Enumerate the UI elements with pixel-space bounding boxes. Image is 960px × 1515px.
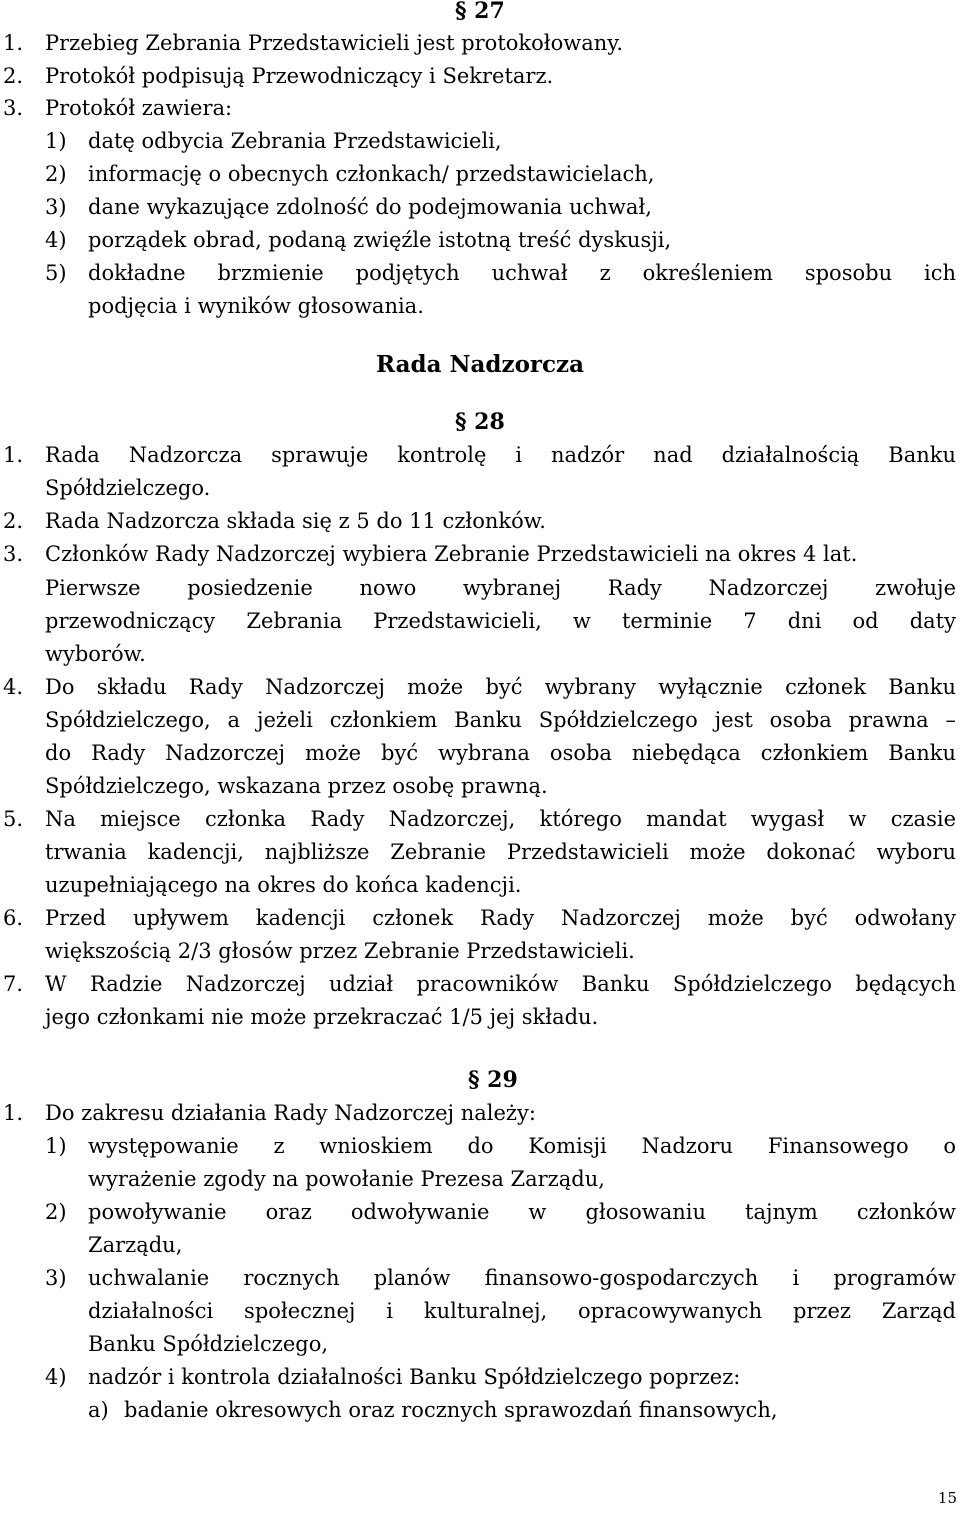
s29-sub-3-line-1: uchwalanie rocznych planów finansowo-gospodarczych i programów	[88, 1266, 956, 1290]
section-heading-rada-nadzorcza: Rada Nadzorcza	[375, 351, 585, 378]
s28-item-2-number: 2.	[3, 509, 24, 533]
s27-sub-1-text: datę odbycia Zebrania Przedstawicieli,	[88, 129, 502, 153]
s28-item-5-line-1: Na miejsce członka Rady Nadzorczej, którego mandat wygasł w czasie	[45, 807, 956, 831]
s27-sub-4-text: porządek obrad, podaną zwięźle istotną treść dyskusji,	[88, 228, 672, 252]
s28-item-4-line-1: Do składu Rady Nadzorczej może być wybrany wyłącznie członek Banku	[45, 675, 956, 699]
s27-item-1-text: Przebieg Zebrania Przedstawicieli jest protokołowany.	[45, 31, 623, 55]
s28-item-4-number: 4.	[3, 675, 24, 699]
s29-sub-4-text: nadzór i kontrola działalności Banku Spółdzielczego poprzez:	[88, 1365, 741, 1389]
s29-sub-3-number: 3)	[45, 1266, 67, 1290]
s28-item-3-line-2: Pierwsze posiedzenie nowo wybranej Rady Nadzorczej zwołuje	[45, 576, 956, 600]
s28-item-3-line-3: przewodniczący Zebrania Przedstawicieli, w terminie 7 dni od daty	[45, 609, 956, 633]
page-number: 15	[937, 1489, 957, 1507]
s27-sub-5-line-2: podjęcia i wyników głosowania.	[88, 294, 424, 318]
s29-sub-4-number: 4)	[45, 1365, 67, 1389]
section-27-title: § 27	[455, 0, 505, 24]
s28-item-2-text: Rada Nadzorcza składa się z 5 do 11 członków.	[45, 509, 546, 533]
s27-sub-1-number: 1)	[45, 129, 67, 153]
s27-sub-2-number: 2)	[45, 162, 67, 186]
s27-sub-5-number: 5)	[45, 261, 67, 285]
s27-item-1-number: 1.	[3, 31, 24, 55]
s29-sub-2-number: 2)	[45, 1200, 67, 1224]
s29-sub-2-line-1: powoływanie oraz odwoływanie w głosowaniu tajnym członków	[88, 1200, 956, 1224]
s27-sub-5-line-1: dokładne brzmienie podjętych uchwał z określeniem sposobu ich	[88, 261, 956, 285]
s27-sub-4-number: 4)	[45, 228, 67, 252]
s28-item-6-number: 6.	[3, 906, 24, 930]
s28-item-7-number: 7.	[3, 972, 24, 996]
s29-sub-3-line-3: Banku Spółdzielczego,	[88, 1332, 329, 1356]
s28-item-5-line-2: trwania kadencji, najbliższe Zebranie Przedstawicieli może dokonać wyboru	[45, 840, 956, 864]
section-28-title: § 28	[455, 409, 505, 435]
s28-item-1-line-1: Rada Nadzorcza sprawuje kontrolę i nadzór nad działalnością Banku	[45, 443, 956, 467]
s29-sub-1-line-2: wyrażenie zgody na powołanie Prezesa Zarządu,	[88, 1167, 605, 1191]
s28-item-3-line-1: Członków Rady Nadzorczej wybiera Zebranie Przedstawicieli na okres 4 lat.	[45, 542, 858, 566]
s28-item-4-line-3: do Rady Nadzorczej może być wybrana osoba niebędąca członkiem Banku	[45, 741, 956, 765]
s29-sub-4-a-number: a)	[88, 1398, 109, 1422]
s28-item-5-number: 5.	[3, 807, 24, 831]
s28-item-7-line-1: W Radzie Nadzorczej udział pracowników Banku Spółdzielczego będących	[45, 972, 956, 996]
s29-sub-3-line-2: działalności społecznej i kulturalnej, opracowywanych przez Zarząd	[88, 1299, 956, 1323]
s29-item-1-text: Do zakresu działania Rady Nadzorczej należy:	[45, 1101, 536, 1125]
s27-item-3-number: 3.	[3, 96, 24, 120]
s28-item-6-line-1: Przed upływem kadencji członek Rady Nadzorczej może być odwołany	[45, 906, 956, 930]
s28-item-5-line-3: uzupełniającego na okres do końca kadencji.	[45, 873, 522, 897]
s27-sub-2-text: informację o obecnych członkach/ przedstawicielach,	[88, 162, 655, 186]
s27-sub-3-text: dane wykazujące zdolność do podejmowania uchwał,	[88, 195, 652, 219]
s27-item-2-number: 2.	[3, 64, 24, 88]
s28-item-3-line-4: wyborów.	[45, 642, 146, 666]
s27-item-3-text: Protokół zawiera:	[45, 96, 233, 120]
s29-sub-4-a-text: badanie okresowych oraz rocznych sprawozdań finansowych,	[124, 1398, 778, 1422]
s27-sub-3-number: 3)	[45, 195, 67, 219]
s28-item-1-number: 1.	[3, 443, 24, 467]
s28-item-4-line-2: Spółdzielczego, a jeżeli członkiem Banku Spółdzielczego jest osoba prawna –	[45, 708, 956, 732]
s29-sub-1-line-1: występowanie z wnioskiem do Komisji Nadzoru Finansowego o	[88, 1134, 956, 1158]
s27-item-2-text: Protokół podpisują Przewodniczący i Sekretarz.	[45, 64, 554, 88]
s29-sub-1-number: 1)	[45, 1134, 67, 1158]
s28-item-3-number: 3.	[3, 542, 24, 566]
s28-item-1-line-2: Spółdzielczego.	[45, 476, 211, 500]
s29-item-1-number: 1.	[3, 1101, 24, 1125]
s28-item-7-line-2: jego członkami nie może przekraczać 1/5 jej składu.	[45, 1005, 599, 1029]
s28-item-4-line-4: Spółdzielczego, wskazana przez osobę prawną.	[45, 774, 548, 798]
s29-sub-2-line-2: Zarządu,	[88, 1233, 183, 1257]
s28-item-6-line-2: większością 2/3 głosów przez Zebranie Przedstawicieli.	[45, 939, 635, 963]
section-29-title: § 29	[468, 1067, 518, 1093]
